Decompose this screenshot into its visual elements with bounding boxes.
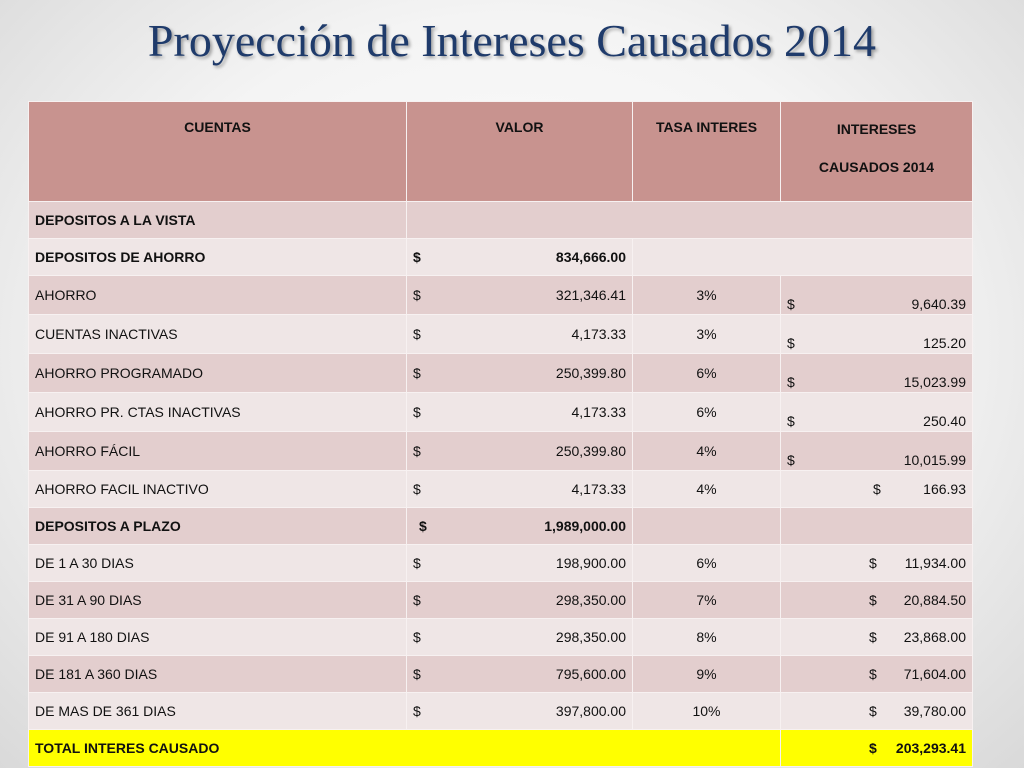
valor-amount: 4,173.33: [571, 481, 626, 497]
currency-symbol: $: [787, 452, 795, 468]
currency-symbol: $: [413, 365, 421, 381]
interes-cell: [781, 693, 973, 730]
tasa-cell: 6%: [633, 354, 781, 393]
total-row: [29, 730, 973, 767]
interes-amount: 11,934.00: [904, 555, 966, 571]
cuenta-cell: DE 181 A 360 DIAS: [29, 656, 407, 693]
table-row: [29, 276, 973, 315]
tasa-cell: 8%: [633, 619, 781, 656]
currency-symbol: $: [413, 629, 421, 645]
valor-amount: 321,346.41: [555, 287, 626, 303]
tasa-cell: 10%: [633, 693, 781, 730]
valor-cell: [407, 239, 633, 276]
table-row: [29, 393, 973, 432]
currency-symbol: $: [787, 374, 795, 390]
header-valor: VALOR: [407, 102, 633, 202]
currency-symbol: $: [869, 555, 877, 571]
valor-amount: 298,350.00: [555, 629, 626, 645]
tasa-cell: 4%: [633, 471, 781, 508]
header-intereses: [781, 102, 973, 202]
valor-amount: 834,666.00: [555, 249, 626, 265]
valor-amount: 198,900.00: [555, 555, 626, 571]
interes-amount: 71,604.00: [903, 666, 966, 682]
interes-cell: [781, 545, 973, 582]
interes-amount: 23,868.00: [903, 629, 966, 645]
cuenta-cell: AHORRO FACIL INACTIVO: [29, 471, 407, 508]
valor-amount: 250,399.80: [555, 443, 626, 459]
tasa-cell: 7%: [633, 582, 781, 619]
currency-symbol: $: [413, 666, 421, 682]
cuenta-cell: DEPOSITOS A PLAZO: [29, 508, 407, 545]
valor-amount: 298,350.00: [555, 592, 626, 608]
interes-amount: 250.40: [923, 413, 966, 429]
interest-table: [28, 101, 973, 767]
table-row: [29, 432, 973, 471]
empty-cell: [407, 202, 973, 239]
currency-symbol: $: [413, 287, 421, 303]
cuenta-cell: AHORRO: [29, 276, 407, 315]
tasa-cell: 4%: [633, 432, 781, 471]
valor-cell: [407, 276, 633, 315]
cuenta-cell: DEPOSITOS DE AHORRO: [29, 239, 407, 276]
valor-cell: [407, 354, 633, 393]
valor-cell: [407, 545, 633, 582]
interes-cell: [781, 619, 973, 656]
header-intereses-line1: INTERESES: [836, 121, 917, 137]
interes-amount: 20,884.50: [903, 592, 966, 608]
interes-cell: [781, 393, 973, 432]
interes-amount: 15,023.99: [903, 374, 966, 390]
valor-amount: 795,600.00: [555, 666, 626, 682]
header-tasa: TASA INTERES: [633, 102, 781, 202]
header-intereses-line2: CAUSADOS 2014: [818, 159, 935, 175]
currency-symbol: $: [413, 404, 421, 420]
cuenta-cell: DE MAS DE 361 DIAS: [29, 693, 407, 730]
currency-symbol: $: [419, 518, 427, 534]
table-row: [29, 239, 973, 276]
currency-symbol: $: [413, 481, 421, 497]
cuenta-cell: AHORRO FÁCIL: [29, 432, 407, 471]
valor-cell: [407, 315, 633, 354]
valor-cell: [407, 582, 633, 619]
interes-cell: [781, 471, 973, 508]
cuenta-cell: AHORRO PR. CTAS INACTIVAS: [29, 393, 407, 432]
empty-cell: [633, 239, 973, 276]
valor-cell: [407, 471, 633, 508]
table-row: [29, 582, 973, 619]
interes-amount: 125.20: [923, 335, 966, 351]
interes-cell: [781, 354, 973, 393]
currency-symbol: $: [787, 413, 795, 429]
table-row: [29, 508, 973, 545]
slide-title: Proyección de Intereses Causados 2014: [147, 15, 877, 66]
interes-cell: [781, 432, 973, 471]
currency-symbol: $: [413, 443, 421, 459]
cuenta-cell: DE 31 A 90 DIAS: [29, 582, 407, 619]
currency-symbol: $: [869, 592, 877, 608]
currency-symbol: $: [869, 740, 877, 756]
empty-cell: [781, 508, 973, 545]
valor-cell: [407, 656, 633, 693]
currency-symbol: $: [869, 629, 877, 645]
tasa-cell: 6%: [633, 545, 781, 582]
currency-symbol: $: [413, 555, 421, 571]
interes-cell: [781, 315, 973, 354]
table-row: [29, 619, 973, 656]
table-row: [29, 315, 973, 354]
cuenta-cell: CUENTAS INACTIVAS: [29, 315, 407, 354]
currency-symbol: $: [413, 326, 421, 342]
interes-cell: [781, 276, 973, 315]
total-label: TOTAL INTERES CAUSADO: [29, 730, 781, 767]
valor-amount: 4,173.33: [571, 326, 626, 342]
currency-symbol: $: [787, 296, 795, 312]
total-amount: 203,293.41: [895, 740, 966, 756]
valor-amount: 250,399.80: [555, 365, 626, 381]
table-row: [29, 545, 973, 582]
table-row: [29, 354, 973, 393]
currency-symbol: $: [413, 703, 421, 719]
tasa-cell: 3%: [633, 276, 781, 315]
header-row: [29, 102, 973, 202]
table-row: [29, 471, 973, 508]
table-row: [29, 202, 973, 239]
empty-cell: [633, 508, 781, 545]
valor-cell: [407, 393, 633, 432]
tasa-cell: 6%: [633, 393, 781, 432]
interes-amount: 166.93: [923, 481, 966, 497]
tasa-cell: 3%: [633, 315, 781, 354]
header-cuentas: CUENTAS: [29, 102, 407, 202]
interes-amount: 39,780.00: [903, 703, 966, 719]
valor-cell: [407, 619, 633, 656]
tasa-cell: 9%: [633, 656, 781, 693]
currency-symbol: $: [869, 666, 877, 682]
valor-cell: [407, 432, 633, 471]
interes-cell: [781, 656, 973, 693]
valor-amount: 1,989,000.00: [544, 518, 626, 534]
valor-cell: [407, 693, 633, 730]
currency-symbol: $: [413, 249, 421, 265]
cuenta-cell: AHORRO PROGRAMADO: [29, 354, 407, 393]
cuenta-cell: DE 91 A 180 DIAS: [29, 619, 407, 656]
currency-symbol: $: [873, 481, 881, 497]
valor-amount: 397,800.00: [555, 703, 626, 719]
cuenta-cell: DE 1 A 30 DIAS: [29, 545, 407, 582]
interes-amount: 10,015.99: [903, 452, 966, 468]
currency-symbol: $: [787, 335, 795, 351]
valor-cell: [407, 508, 633, 545]
cuenta-cell: DEPOSITOS A LA VISTA: [29, 202, 407, 239]
currency-symbol: $: [413, 592, 421, 608]
total-value-cell: [781, 730, 973, 767]
valor-amount: 4,173.33: [571, 404, 626, 420]
table-row: [29, 693, 973, 730]
interes-cell: [781, 582, 973, 619]
currency-symbol: $: [869, 703, 877, 719]
table-row: [29, 656, 973, 693]
interes-amount: 9,640.39: [911, 296, 966, 312]
